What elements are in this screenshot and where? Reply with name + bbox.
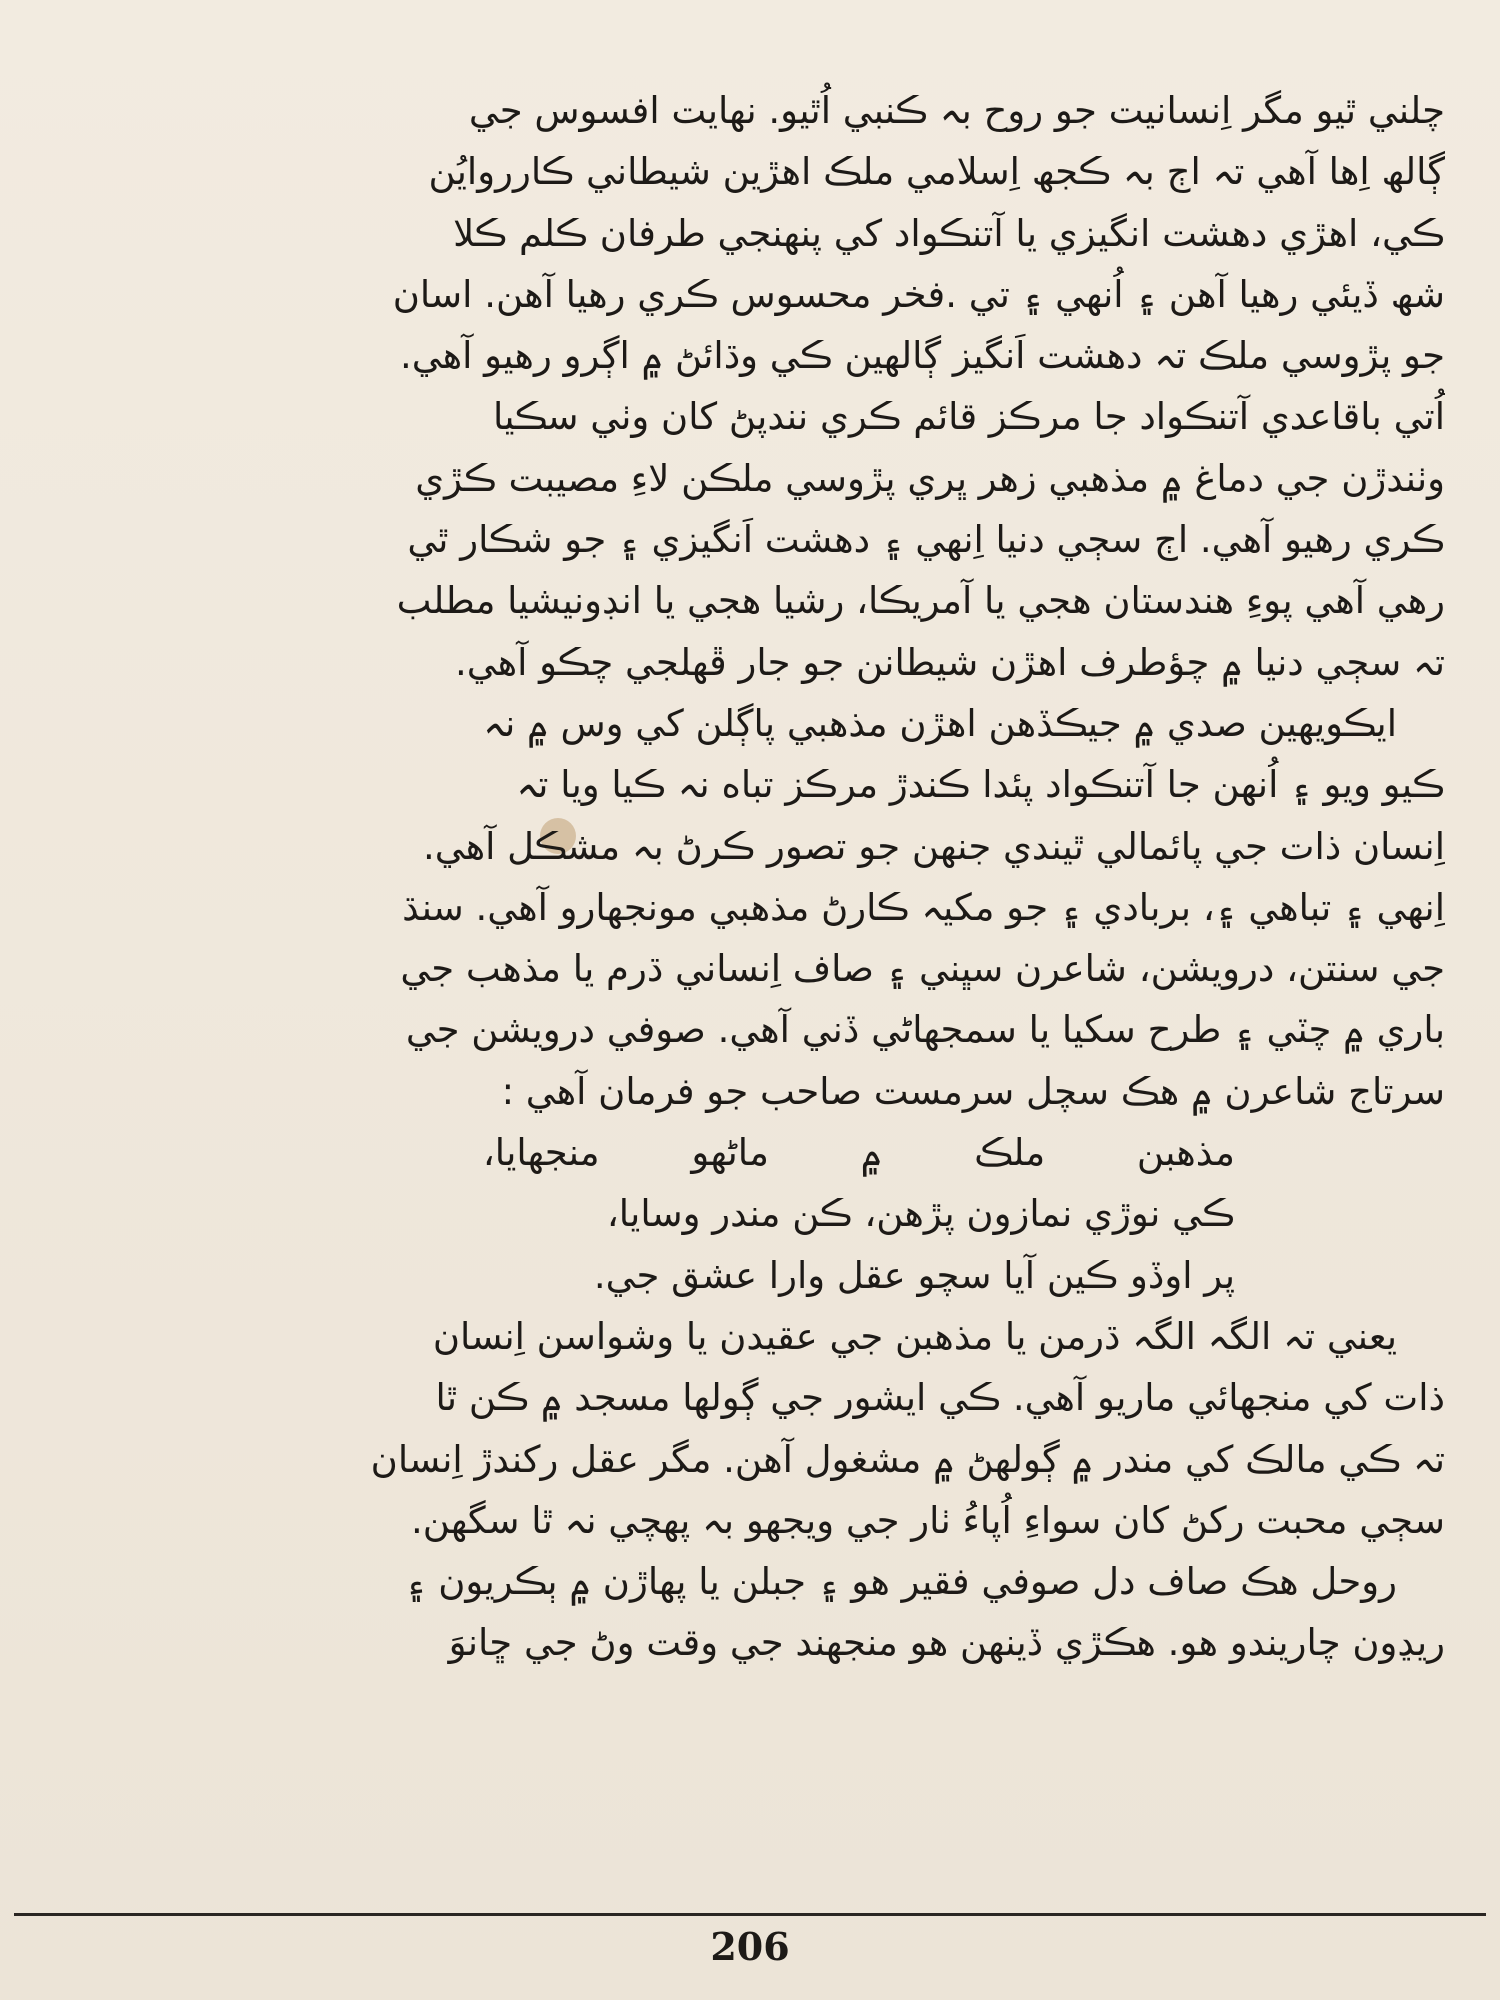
- text-line: باري ۾ چٽي ۽ طرح سکيا يا سمجهاڻي ڏني آهي. صوفي درويشن جي: [405, 1008, 1445, 1052]
- body-text: [40, 80, 1445, 1674]
- footer-rule: [14, 1913, 1486, 1916]
- text-line: وٺندڙن جي دماغ ۾ مذهبي زهر ڀري پڙوسي ملڪن لاءِ مصيبت ڪڙي: [415, 456, 1445, 500]
- text-line: تہ سڄي دنيا ۾ چؤطرف اهڙن شيطانن جو جار ڦهلجي چڪو آهي.: [454, 640, 1445, 684]
- text-line: چلني ٿيو مگر اِنسانيت جو روح بہ ڪنبي اُٿيو. نهايت افسوس جي: [468, 89, 1445, 132]
- text-line: ايڪويهين صدي ۾ جيڪڏهن اهڙن مذهبي پاڳلن کي وس ۾ نہ: [483, 701, 1397, 745]
- text-line: سڄي محبت رکڻ کان سواءِ اُپاءُ ٺار جي ويجهو بہ پهچي نہ ٿا سگهن.: [411, 1498, 1445, 1542]
- text-line: روحل هڪ صاف دل صوفي فقير هو ۽ جبلن يا پهاڙن ۾ ٻڪريون ۽: [404, 1560, 1397, 1604]
- text-line: سرتاج شاعرن ۾ هڪ سچل سرمست صاحب جو فرمان آهي :: [501, 1069, 1445, 1113]
- text-line: اِنسان ذات جي پائمالي ٿيندي جنهن جو تصور ڪرڻ بہ مشڪل آهي.: [422, 824, 1445, 868]
- text-line: ريڍون چاريندو هو. هڪڙي ڏينهن هو منجهند جي وقت وڻ جي ڇانوَ: [448, 1621, 1445, 1665]
- text-line: رهي آهي پوءِ هندستان هجي يا آمريڪا، رشيا هجي يا انڊونيشيا مطلب: [396, 579, 1445, 623]
- text-line: جي سنتن، درويشن، شاعرن سڀني ۽ صاف اِنساني ڌرم يا مذهب جي: [400, 947, 1445, 991]
- page-number: 206: [710, 1924, 790, 1969]
- text-line: اِنهي ۽ تباهي ۽، بربادي ۽ جو مکيہ ڪارڻ مذهبي مونجهارو آهي. سنڌ: [402, 885, 1445, 929]
- text-line: تہ ڪي مالڪ کي مندر ۾ ڳولهڻ ۾ مشغول آهن. مگر عقل رکندڙ اِنسان: [370, 1437, 1445, 1481]
- verse-line: پر اوڏو ڪين آيا سچو عقل وارا عشق جي.: [593, 1253, 1235, 1297]
- text-line: ذات کي منجهائي ماريو آهي. ڪي ايشور جي ڳولها مسجد ۾ ڪن ٿا: [435, 1376, 1445, 1420]
- text-line: ڳالھ اِها آهي تہ اڄ بہ ڪجھ اِسلامي ملڪ اهڙين شيطاني ڪارروايُن: [428, 150, 1445, 194]
- text-line: ڪيو ويو ۽ اُنهن جا آتنڪواد پئدا ڪندڙ مرڪز تباه نہ ڪيا ويا تہ: [516, 763, 1445, 807]
- text-line: ڪري رهيو آهي. اڄ سڄي دنيا اِنهي ۽ دهشت اَنگيزي ۽ جو شڪار ٿي: [407, 518, 1445, 562]
- text-line: جو پڙوسي ملڪ تہ دهشت اَنگيز ڳالهين ڪي وڌائڻ ۾ اڳرو رهيو آهي.: [400, 334, 1445, 378]
- verse-line: مذهبن ملڪ ۾ ماڻهو منجهايا،: [482, 1131, 1235, 1175]
- text-line: يعني تہ الگہ الگہ ڌرمن يا مذهبن جي عقيدن يا وشواسن اِنسان: [432, 1314, 1397, 1358]
- text-line: شھ ڏيئي رهيا آهن ۽ اُنهي ۽ تي .فخر محسوس ڪري رهيا آهن. اسان: [392, 272, 1445, 316]
- text-line: اُتي باقاعدي آتنڪواد جا مرڪز قائم ڪري نندپڻ کان وٺي سڪيا: [492, 395, 1445, 439]
- verse-line: ڪي نوڙي نمازون پڙهن، ڪن مندر وسايا،: [606, 1192, 1235, 1236]
- text-line: ڪي، اهڙي دهشت انگيزي يا آتنڪواد کي پنهنجي طرفان ڪلم ڪلا: [453, 211, 1445, 255]
